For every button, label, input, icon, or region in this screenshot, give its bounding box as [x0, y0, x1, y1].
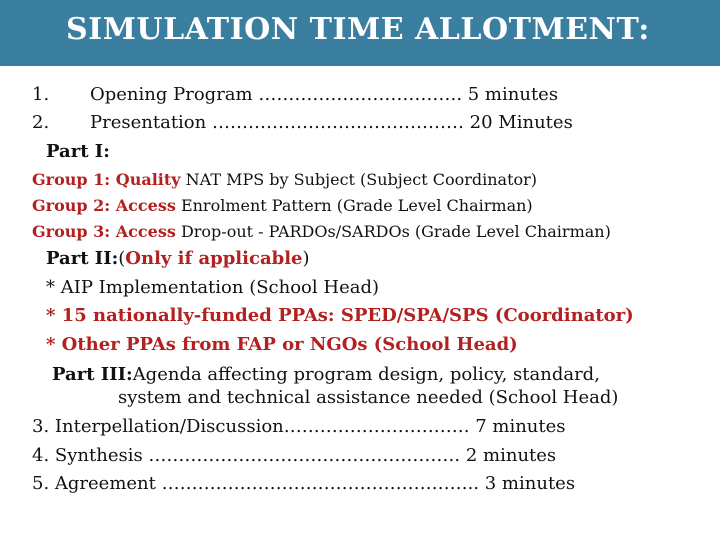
applicable-note: Only if applicable [125, 248, 303, 269]
part2-heading: Part II: [46, 248, 119, 269]
agenda-item-1 [32, 84, 558, 106]
title-banner [0, 0, 720, 66]
part3-heading: Part III: [52, 364, 133, 385]
closing-item-5: 5. Agreement …………………………………………….. 3 minutes [32, 473, 576, 494]
group-label: Group 1: Quality [32, 170, 181, 189]
group-label: Group 2: Access [32, 196, 176, 215]
group-text: Drop-out - PARDOs/SARDOs (Grade Level Chairman) [175, 222, 611, 241]
part3-line-1 [52, 364, 600, 386]
part3-text: Agenda affecting program design, policy, standard, [132, 364, 600, 385]
open-paren: ( [118, 248, 126, 269]
item-text: Opening Program ……………………………. 5 minutes [90, 84, 559, 105]
group-1-line [32, 169, 537, 191]
bullet-other-ppas: * Other PPAs from FAP or NGOs (School Head) [46, 334, 518, 355]
group-2-line [32, 195, 533, 217]
group-label: Group 3: Access [32, 222, 176, 241]
group-text: Enrolment Pattern (Grade Level Chairman) [175, 196, 533, 215]
part1-heading: Part I: [46, 141, 110, 162]
item-number: 2. [32, 112, 50, 133]
bullet-ppas: * 15 nationally-funded PPAs: SPED/SPA/SPS (Coordinator) [46, 305, 634, 326]
group-3-line [32, 221, 611, 243]
closing-item-3: 3. Interpellation/Discussion…………………………. 7 minutes [32, 416, 566, 437]
bullet-aip: * AIP Implementation (School Head) [46, 277, 379, 298]
part2-heading-line [46, 248, 310, 270]
item-number: 1. [32, 84, 50, 105]
slide-title: SIMULATION TIME ALLOTMENT: [66, 12, 650, 47]
close-paren: ) [302, 248, 310, 269]
agenda-item-2 [32, 112, 573, 134]
closing-item-4: 4. Synthesis ……………………………………………. 2 minutes [32, 445, 557, 466]
group-text: NAT MPS by Subject (Subject Coordinator) [180, 170, 538, 189]
part3-line-2: system and technical assistance needed (School Head) [118, 387, 619, 408]
item-text: Presentation …………………………………… 20 Minutes [90, 112, 573, 133]
